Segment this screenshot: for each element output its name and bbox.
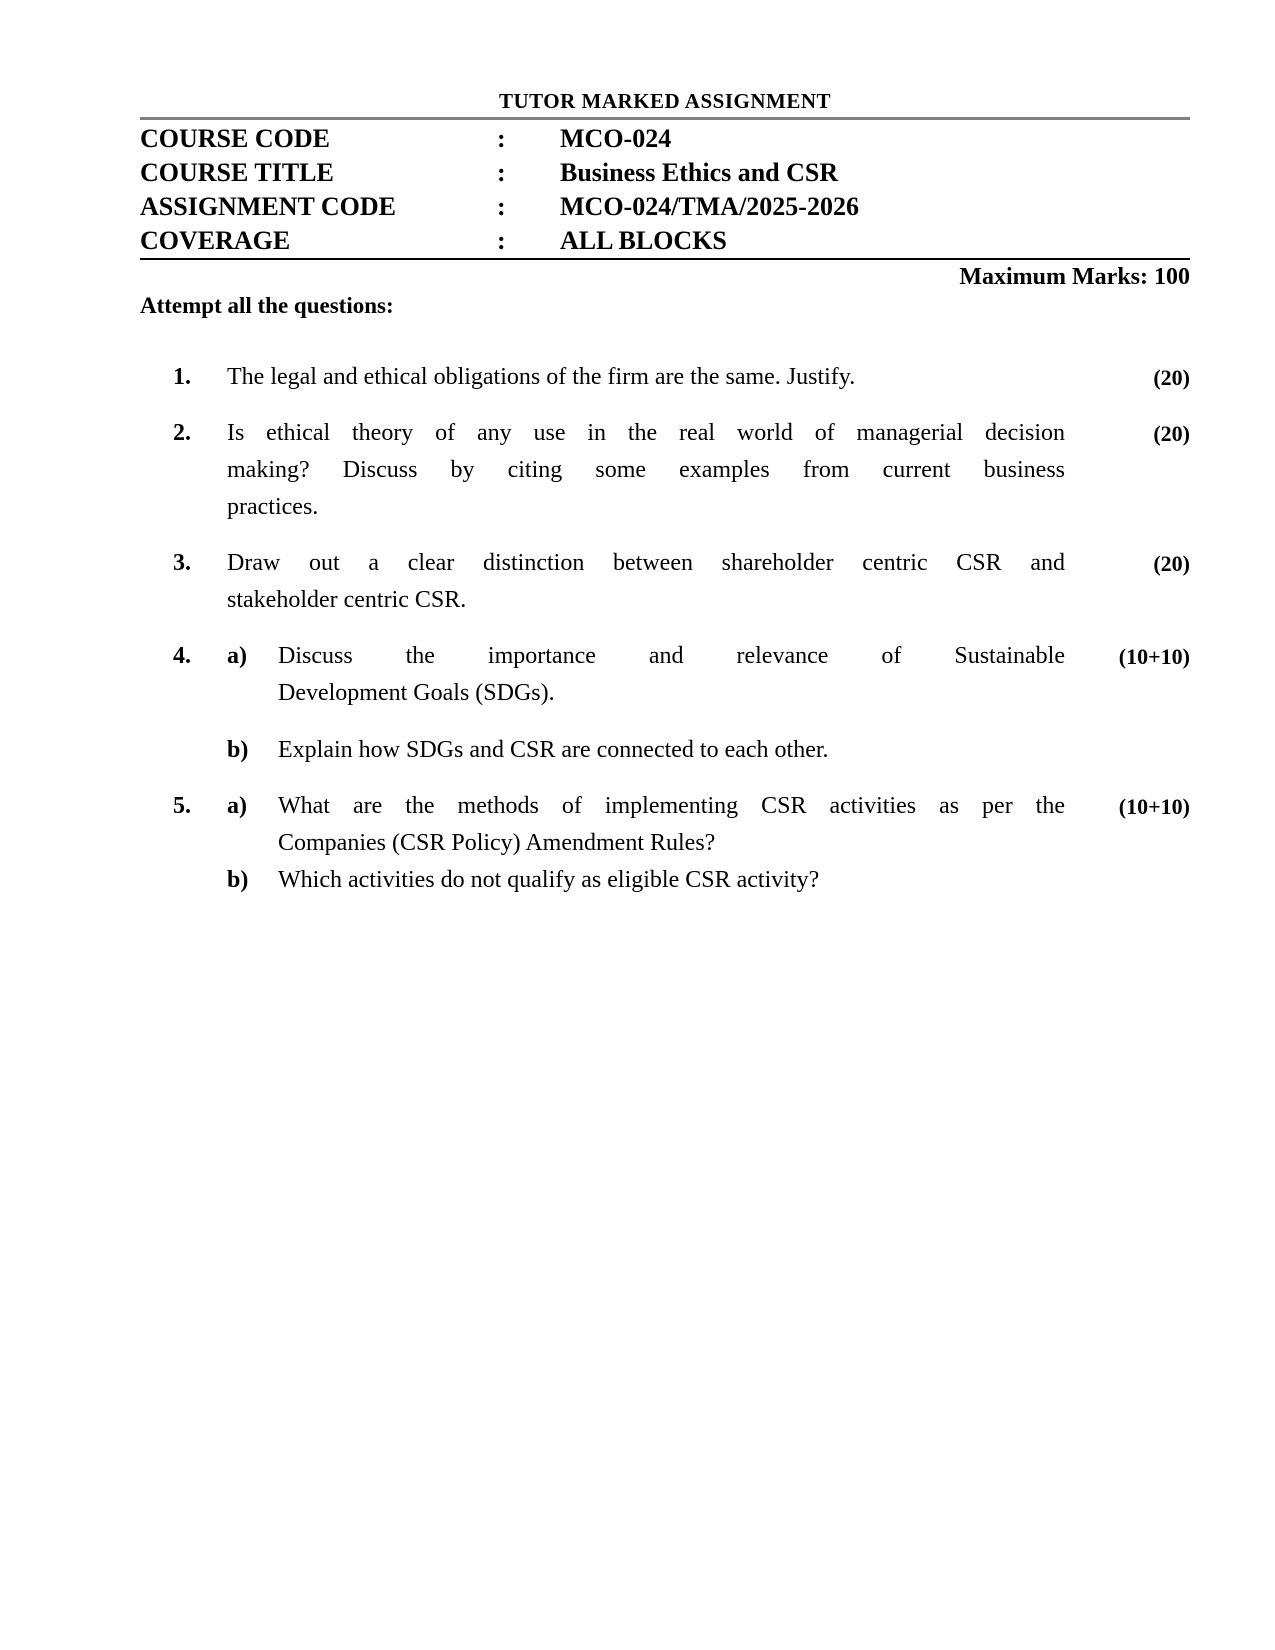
question-line: The legal and ethical obligations of the firm are the same. Justify. xyxy=(227,364,856,390)
coverage-row xyxy=(140,224,1190,258)
course-title-row xyxy=(140,156,1190,190)
question-item-2 xyxy=(140,415,1190,526)
max-marks-label: Maximum Marks: 100 xyxy=(959,264,1190,290)
question-line: What are the methods of implementing CSR activities as per the xyxy=(278,793,1065,819)
question-number: 1. xyxy=(173,364,191,390)
part-text xyxy=(278,732,1065,769)
part-text xyxy=(278,638,1065,712)
question-item-1 xyxy=(140,359,1190,396)
question-marks: (10+10) xyxy=(1118,794,1190,819)
question-line: Companies (CSR Policy) Amendment Rules? xyxy=(278,830,716,856)
attempt-note: Attempt all the questions: xyxy=(140,293,394,318)
question-number: 3. xyxy=(173,550,191,576)
question-line: Which activities do not qualify as eligible CSR activity? xyxy=(278,867,820,893)
question-item-3 xyxy=(140,545,1190,619)
question-line: Development Goals (SDGs). xyxy=(278,680,555,706)
part-letter: b) xyxy=(227,737,249,763)
question-body xyxy=(227,359,1065,396)
question-line: Draw out a clear distinction between shareholder centric CSR and xyxy=(227,550,1065,576)
part-letter: a) xyxy=(227,793,247,819)
document-content xyxy=(140,88,1190,899)
part-text xyxy=(278,862,1065,899)
question-marks: (20) xyxy=(1153,421,1190,446)
question-number: 4. xyxy=(173,643,191,669)
question-line: Is ethical theory of any use in the real world of managerial decision xyxy=(227,420,1065,446)
question-number: 5. xyxy=(173,793,191,819)
assignment-code-row xyxy=(140,190,1190,224)
question-line: practices. xyxy=(227,494,319,520)
info-separator: : xyxy=(497,226,506,255)
info-value: MCO-024/TMA/2025-2026 xyxy=(560,192,859,221)
course-code-row xyxy=(140,122,1190,156)
question-marks: (20) xyxy=(1153,365,1190,390)
question-line: making? Discuss by citing some examples from current business xyxy=(227,457,1065,483)
question-item-5 xyxy=(140,788,1190,899)
question-part-b xyxy=(227,732,1065,769)
info-label: COURSE TITLE xyxy=(140,158,334,187)
header-divider-bottom xyxy=(140,258,1190,260)
info-separator: : xyxy=(497,192,506,221)
info-label: ASSIGNMENT CODE xyxy=(140,192,396,221)
info-label: COURSE CODE xyxy=(140,124,330,153)
question-marks: (20) xyxy=(1153,551,1190,576)
info-value: ALL BLOCKS xyxy=(560,226,727,255)
info-value: MCO-024 xyxy=(560,124,672,153)
part-letter: a) xyxy=(227,643,247,669)
info-value: Business Ethics and CSR xyxy=(560,158,839,187)
part-text xyxy=(278,788,1065,862)
question-part-b xyxy=(227,862,1065,899)
info-separator: : xyxy=(497,124,506,153)
info-separator: : xyxy=(497,158,506,187)
question-body xyxy=(227,788,1065,899)
question-body xyxy=(227,415,1065,526)
question-line: Discuss the importance and relevance of Sustainable xyxy=(278,643,1065,669)
question-line: stakeholder centric CSR. xyxy=(227,587,467,613)
question-body xyxy=(227,638,1065,769)
question-part-a xyxy=(227,788,1065,862)
question-item-4 xyxy=(140,638,1190,769)
page-title: TUTOR MARKED ASSIGNMENT xyxy=(499,89,831,113)
question-line: Explain how SDGs and CSR are connected to each other. xyxy=(278,737,829,763)
question-body xyxy=(227,545,1065,619)
question-marks: (10+10) xyxy=(1118,644,1190,669)
question-number: 2. xyxy=(173,420,191,446)
info-label: COVERAGE xyxy=(140,226,291,255)
questions-list xyxy=(140,359,1190,899)
question-part-a xyxy=(227,638,1065,712)
course-info-table xyxy=(140,120,1190,258)
part-letter: b) xyxy=(227,867,249,893)
